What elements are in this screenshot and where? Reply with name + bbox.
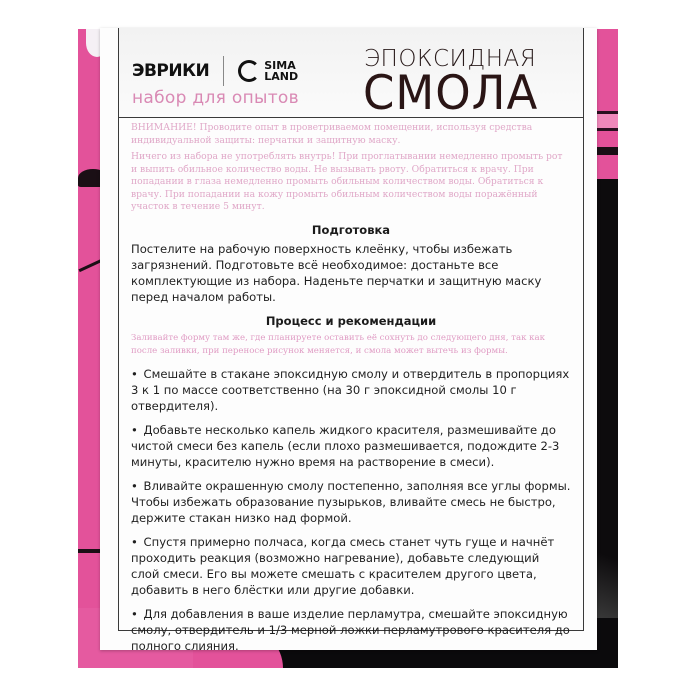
- sima-line2: LAND: [264, 70, 299, 83]
- preparation-heading: Подготовка: [311, 222, 391, 237]
- process-heading: Процесс и рекомендации: [265, 313, 437, 328]
- process-step: [131, 478, 571, 526]
- step-text: Добавьте несколько капель жидкого красителя, размешивайте до чистой смеси без капель (если плохо размешивается, подождите 2-3 минуты, красителю нужно время на растворение в смеси).: [131, 422, 560, 469]
- bullet-icon: •: [131, 534, 138, 549]
- warning-ventilation: ВНИМАНИЕ! Проводите опыт в проветриваемом помещении, используя средства индивидуальной защиты: перчатки и защитную маску.: [131, 122, 533, 146]
- title-line1: ЭПОКСИДНАЯ: [364, 46, 537, 72]
- instructions-body: [119, 118, 583, 662]
- instruction-frame: [118, 28, 584, 653]
- process-step: [131, 422, 571, 470]
- step-text: Спустя примерно полчаса, когда смесь станет чуть гуще и начнёт проходить реакция (возможно нагревание), добавьте следующий слой смеси. Его вы можете смешать с красителем другого цвета, добавить в него блёстки или другие добавки.: [131, 534, 555, 597]
- bullet-icon: •: [131, 478, 138, 493]
- process-note: Заливайте форму там же, где планируете оставить её сохнуть до следующего дня, так как после заливки, при переносе рисунок меняется, и смола может вытечь из формы.: [131, 332, 546, 356]
- title-line2: СМОЛА: [363, 64, 539, 121]
- instruction-card: [100, 28, 597, 653]
- preparation-text: Постелите на рабочую поверхность клеёнку, чтобы избежать загрязнений. Подготовьте всё необходимое: достаньте все комплектующие из набора. Наденьте перчатки и защитную маску перед началом работы.: [131, 241, 542, 304]
- process-step: [131, 534, 571, 598]
- header: [119, 28, 583, 121]
- bullet-icon: •: [131, 606, 138, 621]
- sima-land-text: [264, 60, 298, 82]
- dolphin-icon: [238, 60, 260, 82]
- process-step: [131, 366, 571, 414]
- bullet-icon: •: [131, 422, 138, 437]
- step-text: Для добавления в ваше изделие перламутра, смешайте эпоксидную смолу, отвердитель и 1/3 мерной ложки перламутрового красителя до полного слияния.: [131, 606, 570, 653]
- kit-subtitle: набор для опытов: [132, 88, 299, 108]
- sima-land-logo: [238, 60, 298, 82]
- evriki-logo: ЭВРИКИ: [132, 61, 210, 81]
- package-decor: [596, 111, 618, 131]
- step-text: Смешайте в стакане эпоксидную смолу и отвердитель в пропорциях 3 к 1 по массе соответственно (на 30 г эпоксидной смолы 10 г отвердителя).: [131, 366, 570, 413]
- brand-logos: [132, 56, 298, 86]
- warning-ingestion: Ничего из набора не употреблять внутрь! При проглатывании немедленно промыть рот и выпить обильное количество воды. Не вызывать рвоту. Обратиться к врачу. При попадании в глаза немедленно промыть обильным количеством воды. Обратиться к врачу. При попадании на кожу промыть обильным количеством воды поражённый участок в течение 5 минут.: [131, 151, 563, 212]
- process-step: [131, 606, 571, 654]
- logo-divider: [223, 56, 224, 86]
- package-decor: [596, 147, 618, 155]
- bullet-icon: •: [131, 366, 138, 381]
- step-text: Вливайте окрашенную смолу постепенно, заполняя все углы формы. Чтобы избежать образование пузырьков, вливайте смесь не быстро, держите стакан низко над формой.: [131, 478, 571, 525]
- sima-line1: SIMA: [264, 59, 296, 72]
- package-decor: [79, 259, 103, 272]
